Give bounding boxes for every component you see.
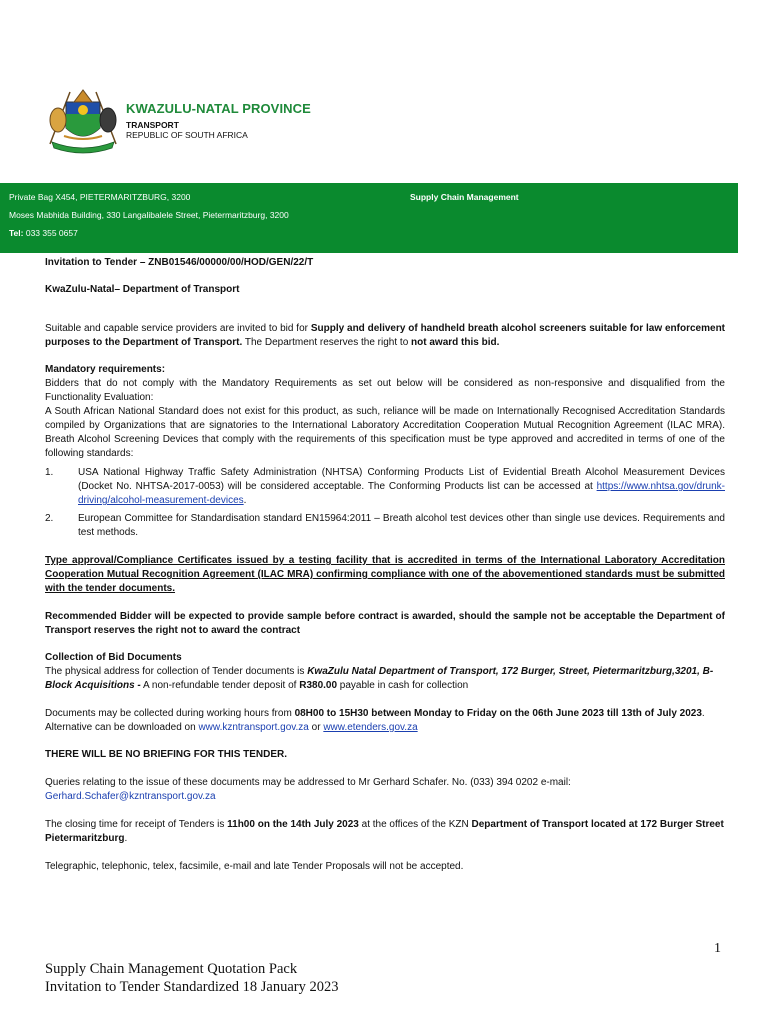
intro-paragraph: Suitable and capable service providers are invited to bid for Supply and delivery of handheld breath alcohol screeners suitable for law enforcement purposes to the Department of Transport. The Department reserves the right to not award this bid.: [45, 323, 726, 348]
page-footer: [45, 960, 338, 996]
collection-heading: Collection of Bid Documents: [45, 652, 182, 663]
list-item: 2. European Committee for Standardisation standard EN15964:2011 – Breath alcohol test devices other than single use devices. Requirements and test methods.: [45, 513, 725, 538]
footer-line-2: Invitation to Tender Standardized 18 January 2023: [45, 979, 339, 995]
mandatory-paragraph-2: A South African National Standard does not exist for this product, as such, reliance will be made on Internationally Recognised Accreditation Standards compiled by Organizations that are signatories to the International Laboratory Accreditation Cooperation Mutual Recognition Agreement (ILAC MRA). Breath Alcohol Screening Devices that comply with the requirements of this specification must be type approved and accredited in terms of one of the following standards:: [45, 406, 725, 459]
closing-time-paragraph: The closing time for receipt of Tenders is 11h00 on the 14th July 2023 at the offices of the KZN Department of Transport located at 172 Burger Street Pietermaritzburg.: [45, 819, 724, 844]
tel-label: Tel:: [9, 228, 24, 238]
department-title: KwaZulu-Natal– Department of Transport: [45, 284, 240, 295]
telephone: [9, 228, 78, 238]
no-briefing-notice: THERE WILL BE NO BRIEFING FOR THIS TENDER.: [45, 749, 288, 760]
province-name: KWAZULU-NATAL PROVINCE: [126, 101, 311, 116]
postal-address: Private Bag X454, PIETERMARITZBURG, 3200: [9, 192, 191, 202]
brand-block: [126, 101, 311, 140]
recommended-bidder-paragraph: Recommended Bidder will be expected to provide sample before contract is awarded, should the sample not be acceptable the Department of Transport reserves the right not to award the contract: [45, 611, 725, 636]
standards-list: [45, 466, 725, 540]
contact-email-link[interactable]: Gerhard.Schafer@kzntransport.gov.za: [45, 791, 216, 802]
mandatory-heading: Mandatory requirements:: [45, 364, 166, 375]
queries-paragraph: Queries relating to the issue of these documents may be addressed to Mr Gerhard Schafer. No. (033) 394 0202 e-mail: Gerhard.Schafer@kzntransport.gov.za: [45, 777, 571, 802]
republic-name: REPUBLIC OF SOUTH AFRICA: [126, 130, 248, 140]
footer-line-1: Supply Chain Management Quotation Pack: [45, 961, 298, 977]
coat-of-arms-logo: [44, 84, 122, 156]
contact-band: [0, 183, 738, 253]
mandatory-paragraph-1: Bidders that do not comply with the Mandatory Requirements as set out below will be considered as non-responsive and disqualified from the Functionality Evaluation:: [45, 378, 725, 403]
collection-paragraph: The physical address for collection of Tender documents is KwaZulu Natal Department of Transport, 172 Burger, Street, Pietermaritzburg,3201, B-Block Acquisitions - A non-refundable tender deposit of R380.00 payable in cash for collection: [45, 666, 714, 691]
street-address: Moses Mabhida Building, 330 Langalibalele Street, Pietermaritzburg, 3200: [9, 210, 289, 220]
working-hours-paragraph: Documents may be collected during working hours from 08H00 to 15H30 between Monday to Friday on the 06th June 2023 till 13th of July 2023. Alternative can be downloaded on www.kzntransport.gov.za or www.etenders.gov.za: [45, 708, 705, 733]
unit-name: Supply Chain Management: [410, 192, 519, 202]
etenders-link[interactable]: www.etenders.gov.za: [323, 722, 418, 733]
nhtsa-link[interactable]: https://www.nhtsa.gov/drunk-driving/alcohol-measurement-devices: [78, 481, 725, 506]
document-body: [45, 256, 725, 874]
kzntransport-link[interactable]: www.kzntransport.gov.za: [198, 722, 309, 733]
page-number: 1: [714, 941, 721, 956]
tel-value: 033 355 0657: [23, 228, 78, 238]
type-approval-paragraph: Type approval/Compliance Certificates issued by a testing facility that is accredited in terms of the International Laboratory Accreditation Cooperation Mutual Recognition Agreement (ILAC MRA) confirming compliance with one of the abovementioned standards must be submitted with the tender documents.: [45, 555, 725, 594]
tender-title: Invitation to Tender – ZNB01546/00000/00/HOD/GEN/22/T: [45, 257, 314, 268]
list-item: 1. USA National Highway Traffic Safety Administration (NHTSA) Conforming Products List of Evidential Breath Alcohol Measurement Devices (Docket No. NHTSA-2017-0053) will be considered acceptable. The Conforming Products list can be accessed at https://www.nhtsa.gov/drunk-driving/alcohol-measurement-devices.: [45, 467, 725, 506]
department-name: TRANSPORT: [126, 120, 179, 130]
not-accepted-paragraph: Telegraphic, telephonic, telex, facsimile, e-mail and late Tender Proposals will not be accepted.: [45, 861, 464, 872]
